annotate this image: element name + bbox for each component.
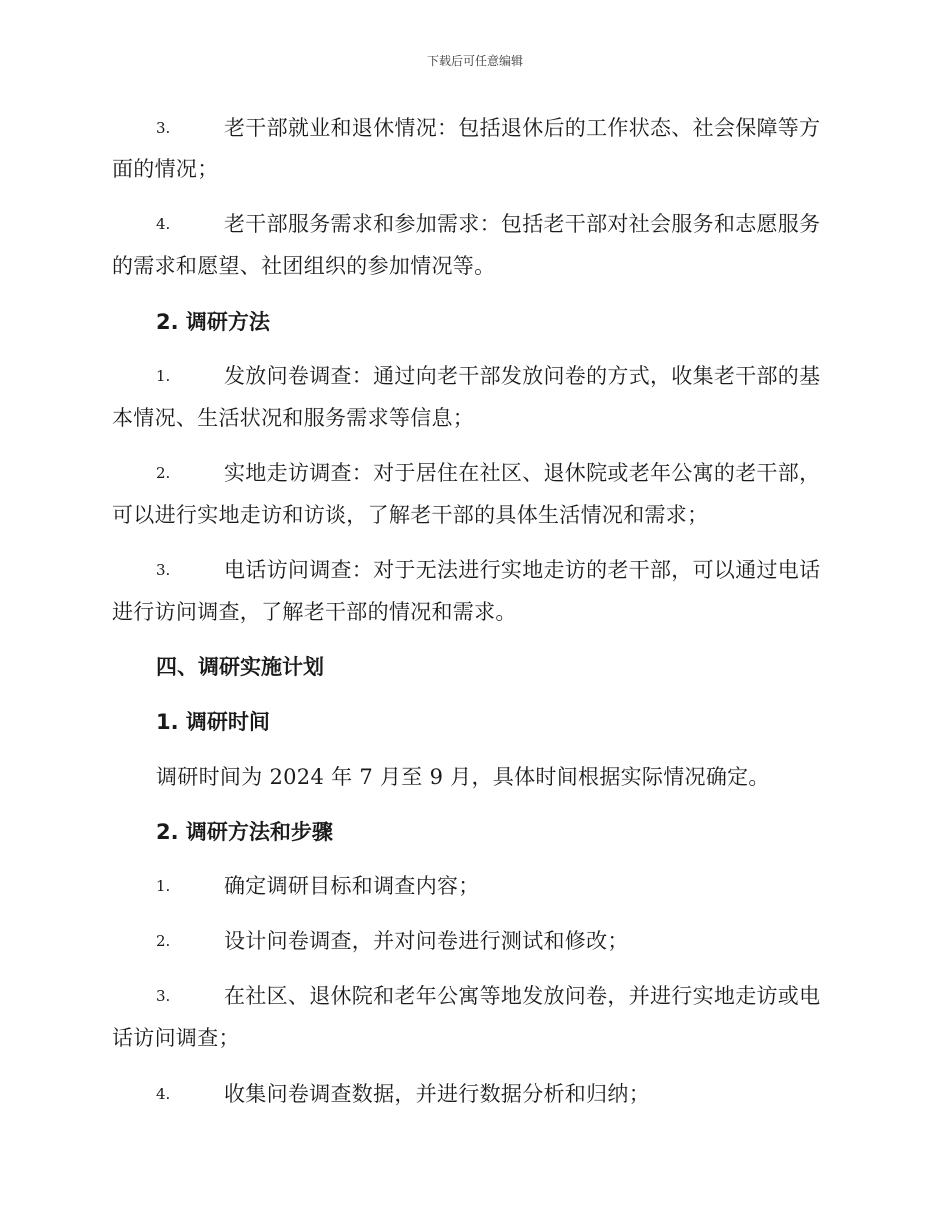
list-item-text: 老干部就业和退休情况：包括退休后的工作状态、社会保障等方: [224, 116, 821, 140]
section-heading: 2. 调研方法: [156, 310, 270, 334]
list-item-text: 话访问调查；: [112, 1026, 240, 1050]
list-number: 2.: [156, 932, 171, 950]
list-item-text: 可以进行实地走访和访谈，了解老干部的具体生活情况和需求；: [112, 503, 709, 527]
list-number: 2.: [156, 464, 171, 482]
list-item-text: 设计问卷调查，并对问卷进行测试和修改；: [224, 929, 629, 953]
paragraph-text: 调研时间为 2024 年 7 月至 9 月，具体时间根据实际情况确定。: [156, 765, 770, 789]
section-heading: 四、调研实施计划: [156, 655, 324, 679]
list-item-text: 确定调研目标和调查内容；: [224, 874, 480, 898]
subsection-heading: 2. 调研方法和步骤: [156, 820, 333, 844]
list-number: 1.: [156, 877, 171, 895]
list-item-text: 进行访问调查，了解老干部的情况和需求。: [112, 600, 517, 624]
list-item-text: 面的情况；: [112, 157, 219, 181]
list-item-text: 实地走访调查：对于居住在社区、退休院或老年公寓的老干部，: [224, 461, 821, 485]
list-number: 4.: [156, 215, 171, 233]
list-item-text: 收集问卷调查数据，并进行数据分析和归纳；: [224, 1082, 650, 1106]
list-item-text: 发放问卷调查：通过向老干部发放问卷的方式，收集老干部的基: [224, 364, 821, 388]
list-item-text: 在社区、退休院和老年公寓等地发放问卷，并进行实地走访或电: [224, 984, 821, 1008]
subsection-heading: 1. 调研时间: [156, 710, 270, 734]
list-number: 1.: [156, 367, 171, 385]
list-number: 3.: [156, 119, 171, 137]
page-header: 下载后可任意编辑: [426, 54, 523, 68]
list-number: 3.: [156, 561, 171, 579]
list-item-text: 电话访问调查：对于无法进行实地走访的老干部，可以通过电话: [224, 558, 821, 582]
list-item-text: 的需求和愿望、社团组织的参加情况等。: [112, 254, 496, 278]
list-number: 3.: [156, 987, 171, 1005]
list-number: 4.: [156, 1085, 171, 1103]
list-item-text: 老干部服务需求和参加需求：包括老干部对社会服务和志愿服务: [224, 212, 821, 236]
list-item-text: 本情况、生活状况和服务需求等信息；: [112, 406, 475, 430]
